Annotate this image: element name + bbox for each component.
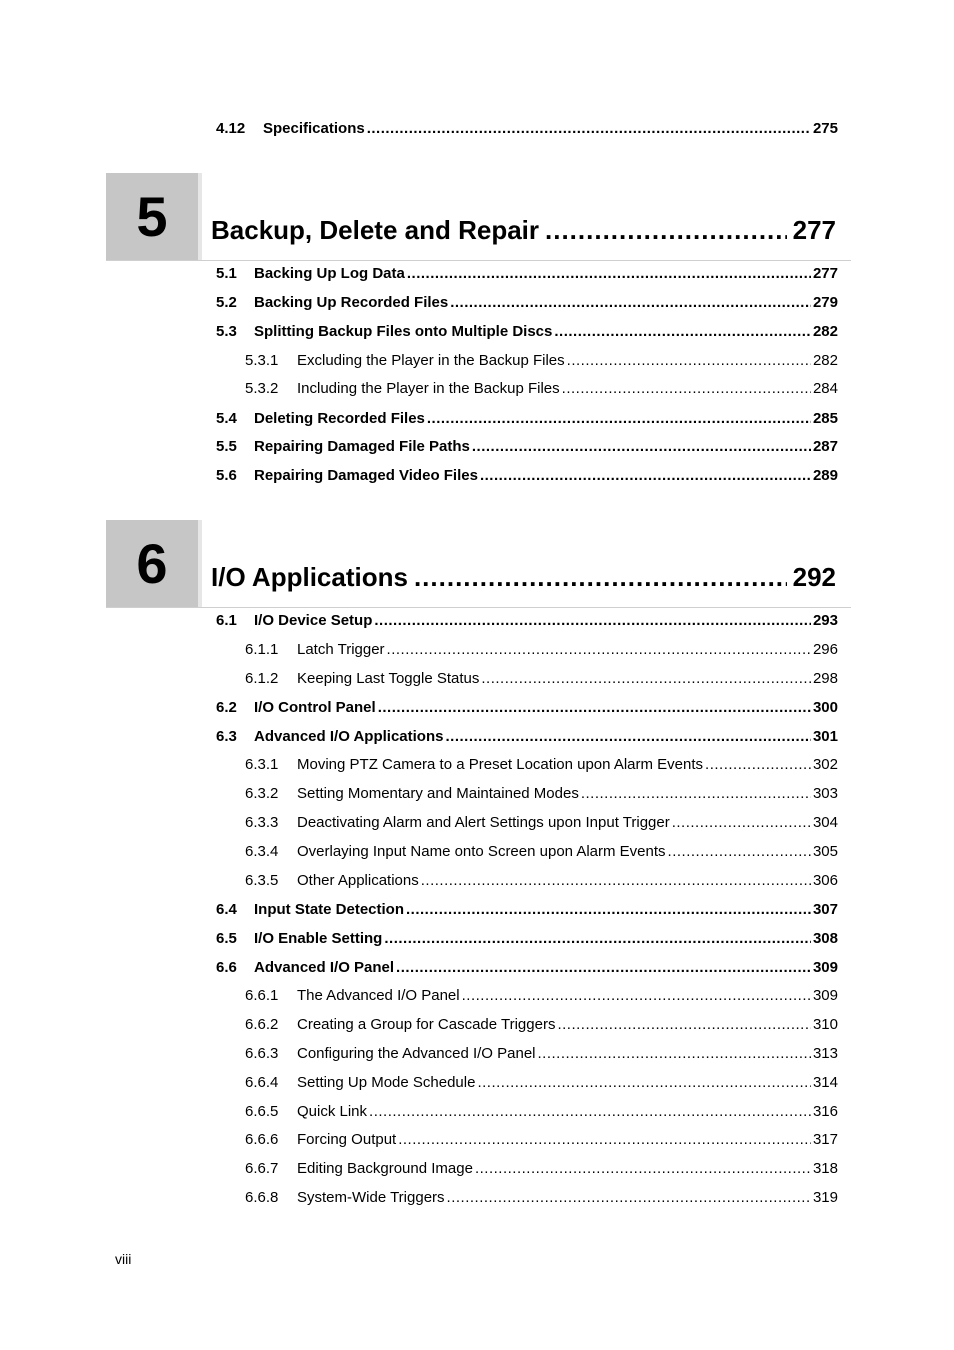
toc-entry-page: 287	[812, 438, 838, 455]
toc-leader-dots	[554, 323, 811, 341]
toc-entry-number: 5.3	[216, 323, 237, 340]
chapter-leader-dots	[414, 562, 787, 592]
toc-entry-page: 317	[812, 1131, 838, 1148]
toc-entry-number: 5.2	[216, 294, 237, 311]
toc-entry-6-3-5[interactable]	[245, 872, 838, 890]
toc-entry-6-6-3[interactable]	[245, 1045, 838, 1063]
toc-entry-title: Forcing Output	[297, 1131, 397, 1148]
toc-entry-page: 316	[812, 1103, 838, 1120]
toc-entry-number: 6.6.6	[245, 1131, 279, 1148]
toc-entry-title: Overlaying Input Name onto Screen upon Alarm Events	[297, 843, 666, 860]
toc-entry-page: 308	[812, 930, 838, 947]
toc-entry-6-6-7[interactable]	[245, 1160, 838, 1178]
toc-entry-number: 6.6.1	[245, 987, 279, 1004]
chapter-5-heading[interactable]	[211, 215, 836, 245]
chapter-number: 6	[136, 532, 168, 595]
toc-entry-page: 301	[812, 728, 838, 745]
toc-leader-dots	[367, 120, 811, 138]
toc-entry-6-1-2[interactable]	[245, 670, 838, 688]
toc-entry-title: Input State Detection	[254, 901, 405, 918]
toc-entry-page: 305	[812, 843, 838, 860]
toc-entry-6-6-5[interactable]	[245, 1103, 838, 1121]
chapter-title: I/O Applications	[211, 562, 408, 592]
toc-entry-6-6-2[interactable]	[245, 1016, 838, 1034]
toc-entry-title: Deactivating Alarm and Alert Settings upon Input Trigger	[297, 814, 670, 831]
toc-entry-title: Advanced I/O Applications	[254, 728, 444, 745]
toc-entry-page: 304	[812, 814, 838, 831]
toc-entry-number: 5.5	[216, 438, 237, 455]
toc-leader-dots	[445, 728, 810, 746]
toc-leader-dots	[472, 438, 811, 456]
toc-entry-6-1-1[interactable]	[245, 641, 838, 659]
toc-entry-6-3-1[interactable]	[245, 756, 838, 774]
toc-leader-dots	[387, 641, 811, 659]
chapter-6-number-box	[106, 520, 202, 607]
toc-entry-title: Setting Momentary and Maintained Modes	[297, 785, 579, 802]
toc-entry-title: Quick Link	[297, 1103, 368, 1120]
toc-entry-6-3-4[interactable]	[245, 843, 838, 861]
toc-entry-title: Creating a Group for Cascade Triggers	[297, 1016, 556, 1033]
toc-entry-5-4[interactable]	[216, 410, 838, 428]
toc-entry-page: 296	[812, 641, 838, 658]
toc-entry-title: Repairing Damaged File Paths	[254, 438, 470, 455]
toc-entry-page: 279	[812, 294, 838, 311]
toc-entry-title: Configuring the Advanced I/O Panel	[297, 1045, 536, 1062]
toc-leader-dots	[398, 1131, 811, 1149]
toc-entry-title: Advanced I/O Panel	[254, 959, 395, 976]
toc-leader-dots	[450, 294, 811, 312]
toc-entry-page: 307	[812, 901, 838, 918]
toc-entry-title: Including the Player in the Backup Files	[297, 380, 560, 397]
toc-entry-title: The Advanced I/O Panel	[297, 987, 460, 1004]
toc-entry-5-3-2[interactable]	[245, 380, 838, 398]
toc-entry-number: 5.6	[216, 467, 237, 484]
toc-entry-6-3-2[interactable]	[245, 785, 838, 803]
toc-entry-title: I/O Device Setup	[254, 612, 373, 629]
toc-leader-dots	[567, 352, 811, 370]
chapter-6-heading[interactable]	[211, 562, 836, 592]
toc-entry-title: I/O Control Panel	[254, 699, 376, 716]
toc-entry-page: 298	[812, 670, 838, 687]
toc-entry-6-6-6[interactable]	[245, 1131, 838, 1149]
toc-leader-dots	[672, 814, 811, 832]
toc-entry-number: 6.6.2	[245, 1016, 279, 1033]
chapter-number: 5	[136, 185, 168, 248]
toc-leader-dots	[668, 843, 811, 861]
toc-entry-number: 6.6.7	[245, 1160, 279, 1177]
toc-entry-page: 318	[812, 1160, 838, 1177]
toc-entry-6-6-8[interactable]	[245, 1189, 838, 1207]
toc-entry-6-4[interactable]	[216, 901, 838, 919]
toc-entry-number: 6.3.4	[245, 843, 279, 860]
toc-entry-title: Moving PTZ Camera to a Preset Location upon Alarm Events	[297, 756, 704, 773]
toc-leader-dots	[369, 1103, 811, 1121]
toc-entry-number: 6.6.5	[245, 1103, 279, 1120]
toc-entry-5-5[interactable]	[216, 438, 838, 456]
chapter-5-number-box	[106, 173, 202, 260]
toc-entry-number: 6.1.2	[245, 670, 279, 687]
toc-entry-title: Excluding the Player in the Backup Files	[297, 352, 565, 369]
toc-entry-title: Setting Up Mode Schedule	[297, 1074, 476, 1091]
toc-entry-number: 5.4	[216, 410, 237, 427]
toc-leader-dots	[581, 785, 811, 803]
toc-entry-title: Backing Up Log Data	[254, 265, 405, 282]
toc-entry-6-2[interactable]	[216, 699, 838, 717]
toc-entry-page: 306	[812, 872, 838, 889]
toc-entry-page: 300	[812, 699, 838, 716]
toc-entry-number: 6.3	[216, 728, 237, 745]
toc-leader-dots	[557, 1016, 811, 1034]
toc-entry-title: Keeping Last Toggle Status	[297, 670, 480, 687]
toc-entry-5-3[interactable]	[216, 323, 838, 341]
toc-entry-number: 6.1	[216, 612, 237, 629]
toc-entry-page: 285	[812, 410, 838, 427]
toc-entry-title: Repairing Damaged Video Files	[254, 467, 478, 484]
toc-entry-page: 284	[812, 380, 838, 397]
toc-entry-title: Specifications	[263, 120, 365, 137]
toc-entry-page: 309	[812, 959, 838, 976]
toc-entry-6-1[interactable]	[216, 612, 838, 630]
toc-entry-6-3-3[interactable]	[245, 814, 838, 832]
toc-entry-6-5[interactable]	[216, 930, 838, 948]
toc-entry-page: 303	[812, 785, 838, 802]
toc-entry-page: 289	[812, 467, 838, 484]
toc-leader-dots	[480, 467, 811, 485]
toc-entry-page: 282	[812, 323, 838, 340]
toc-leader-dots	[396, 959, 811, 977]
toc-leader-dots	[384, 930, 811, 948]
toc-entry-page: 310	[812, 1016, 838, 1033]
toc-entry-number: 6.6.8	[245, 1189, 279, 1206]
toc-entry-title: System-Wide Triggers	[297, 1189, 445, 1206]
toc-entry-5-2[interactable]	[216, 294, 838, 312]
toc-leader-dots	[475, 1160, 811, 1178]
toc-entry-6-6-4[interactable]	[245, 1074, 838, 1092]
toc-entry-title: Editing Background Image	[297, 1160, 473, 1177]
toc-entry-page: 302	[812, 756, 838, 773]
chapter-6-rule	[106, 607, 851, 608]
toc-leader-dots	[477, 1074, 811, 1092]
toc-entry-number: 5.1	[216, 265, 237, 282]
toc-leader-dots	[538, 1045, 811, 1063]
toc-entry-number: 6.3.3	[245, 814, 279, 831]
toc-leader-dots	[374, 612, 811, 630]
toc-entry-number: 6.2	[216, 699, 237, 716]
toc-entry-number: 6.3.1	[245, 756, 279, 773]
toc-entry-page: 275	[812, 120, 838, 137]
toc-leader-dots	[462, 987, 811, 1005]
toc-entry-page: 293	[812, 612, 838, 629]
toc-entry-page: 313	[812, 1045, 838, 1062]
toc-leader-dots	[481, 670, 811, 688]
toc-entry-title: Splitting Backup Files onto Multiple Discs	[254, 323, 553, 340]
chapter-title: Backup, Delete and Repair	[211, 215, 539, 245]
toc-entry-5-1[interactable]	[216, 265, 838, 283]
toc-leader-dots	[705, 756, 811, 774]
toc-entry-number: 5.3.1	[245, 352, 279, 369]
toc-entry-number: 6.3.2	[245, 785, 279, 802]
toc-entry-number: 5.3.2	[245, 380, 279, 397]
toc-entry-number: 6.3.5	[245, 872, 279, 889]
toc-leader-dots	[378, 699, 811, 717]
toc-entry-5-6[interactable]	[216, 467, 838, 485]
toc-entry-6-6-1[interactable]	[245, 987, 838, 1005]
toc-entry-page: 309	[812, 987, 838, 1004]
toc-entry-5-3-1[interactable]	[245, 352, 838, 370]
toc-entry-number: 6.1.1	[245, 641, 279, 658]
toc-leader-dots	[407, 265, 811, 283]
toc-leader-dots	[427, 410, 811, 428]
page-number: viii	[115, 1251, 132, 1267]
toc-entry-number: 6.4	[216, 901, 237, 918]
toc-leader-dots	[421, 872, 811, 890]
toc-entry-page: 277	[812, 265, 838, 282]
toc-entry-page: 319	[812, 1189, 838, 1206]
toc-entry-title: Other Applications	[297, 872, 419, 889]
toc-entry-number: 6.6.3	[245, 1045, 279, 1062]
toc-entry-title: I/O Enable Setting	[254, 930, 383, 947]
toc-entry-number: 4.12	[216, 120, 246, 137]
toc-entry-6-6[interactable]	[216, 959, 838, 977]
chapter-leader-dots	[545, 215, 787, 245]
chapter-page: 277	[792, 215, 836, 245]
toc-entry-title: Latch Trigger	[297, 641, 385, 658]
toc-entry-number: 6.6	[216, 959, 237, 976]
toc-entry-page: 282	[812, 352, 838, 369]
toc-entry-title: Backing Up Recorded Files	[254, 294, 449, 311]
toc-entry-4-12[interactable]	[216, 120, 838, 138]
toc-entry-number: 6.6.4	[245, 1074, 279, 1091]
toc-entry-number: 6.5	[216, 930, 237, 947]
toc-leader-dots	[447, 1189, 811, 1207]
toc-entry-6-3[interactable]	[216, 728, 838, 746]
toc-entry-title: Deleting Recorded Files	[254, 410, 425, 427]
chapter-5-rule	[106, 260, 851, 261]
toc-entry-page: 314	[812, 1074, 838, 1091]
toc-leader-dots	[562, 380, 811, 398]
toc-leader-dots	[406, 901, 811, 919]
chapter-page: 292	[792, 562, 836, 592]
